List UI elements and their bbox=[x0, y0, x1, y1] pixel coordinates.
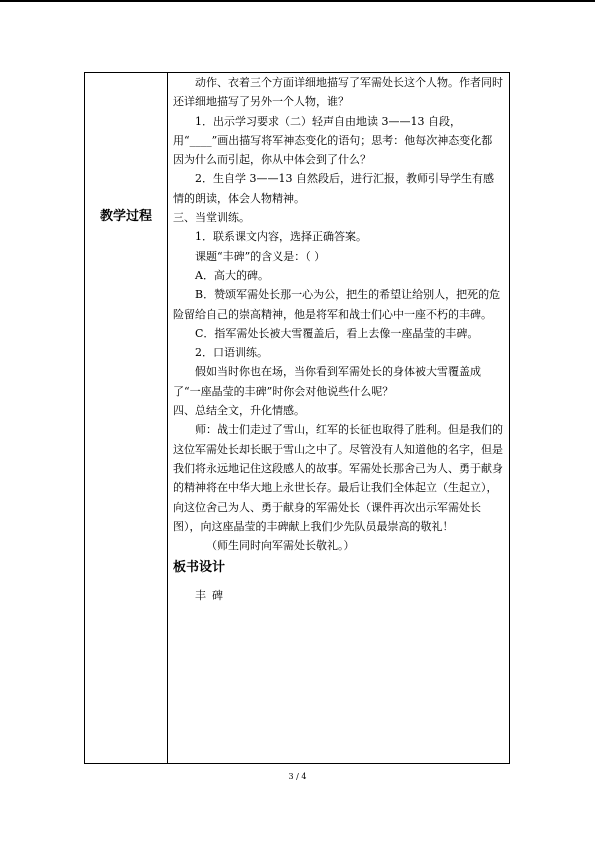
paragraph-step-1: 1．出示学习要求（二）轻声自由地读 3——13 自段，用“____”画出描写将军神态变化的语句；思考：他每次神态变化都因为什么而引起，你从中体会到了什么？ bbox=[173, 114, 493, 167]
paragraph-oral-prompt: 假如当时你也在场，当你看到军需处长的身体被大雪覆盖成了“一座晶莹的丰碑”时你会对他说些什么呢？ bbox=[173, 365, 481, 398]
column-divider bbox=[167, 73, 168, 763]
top-rule bbox=[0, 0, 595, 2]
paragraph-exercise-2: 2．口语训练。 bbox=[195, 346, 268, 360]
row-label-teaching-process: 教学过程 bbox=[99, 209, 152, 224]
paragraph-teacher-summary: 师：战士们走过了雪山，红军的长征也取得了胜利。但是我们的这位军需处长却长眠于雪山之中了。尽管没有人知道他的名字，但是我们将永远地记住这段感人的故事。军需处长那舍己为人、勇于献身的精神将在中华大地上永世长存。最后让我们全体起立（生起立），向这位舍己为人、勇于献身的军需处长（课件再次出示军需处长图），向这座晶莹的丰碑献上我们少先队员最崇高的敬礼！ bbox=[173, 423, 503, 533]
board-design-heading: 板书设计 bbox=[173, 560, 226, 576]
section-heading-summary: 四、总结全文，升化情感。 bbox=[173, 404, 305, 418]
paragraph-step-2: 2．生自学 3——13 自然段后，进行汇报，教师引导学生有感情的朗读，体会人物精神。 bbox=[173, 172, 494, 205]
paragraph-question: 课题“丰碑”的含义是：（ ） bbox=[195, 249, 326, 263]
paragraph-exercise-1: 1．联系课文内容，选择正确答案。 bbox=[195, 230, 367, 244]
paragraph-salute-note: （师生同时向军需处长敬礼。） bbox=[206, 539, 355, 553]
lesson-table bbox=[84, 72, 510, 764]
option-a: A．高大的碑。 bbox=[195, 268, 269, 282]
page-number: 3 / 4 bbox=[288, 772, 307, 781]
lesson-content bbox=[173, 73, 503, 605]
paragraph-intro: 动作、衣着三个方面详细地描写了军需处长这个人物。作者同时还详细地描写了另外一个人物，谁？ bbox=[173, 76, 503, 109]
section-heading-practice: 三、当堂训练。 bbox=[173, 211, 250, 225]
option-b: B．赞颂军需处长那一心为公，把生的希望让给别人，把死的危险留给自己的崇高精神，他是将军和战士们心中一座不朽的丰碑。 bbox=[173, 288, 501, 321]
option-c: C．指军需处长被大雪覆盖后，看上去像一座晶莹的丰碑。 bbox=[195, 326, 479, 340]
board-design-content: 丰碑 bbox=[195, 588, 229, 602]
